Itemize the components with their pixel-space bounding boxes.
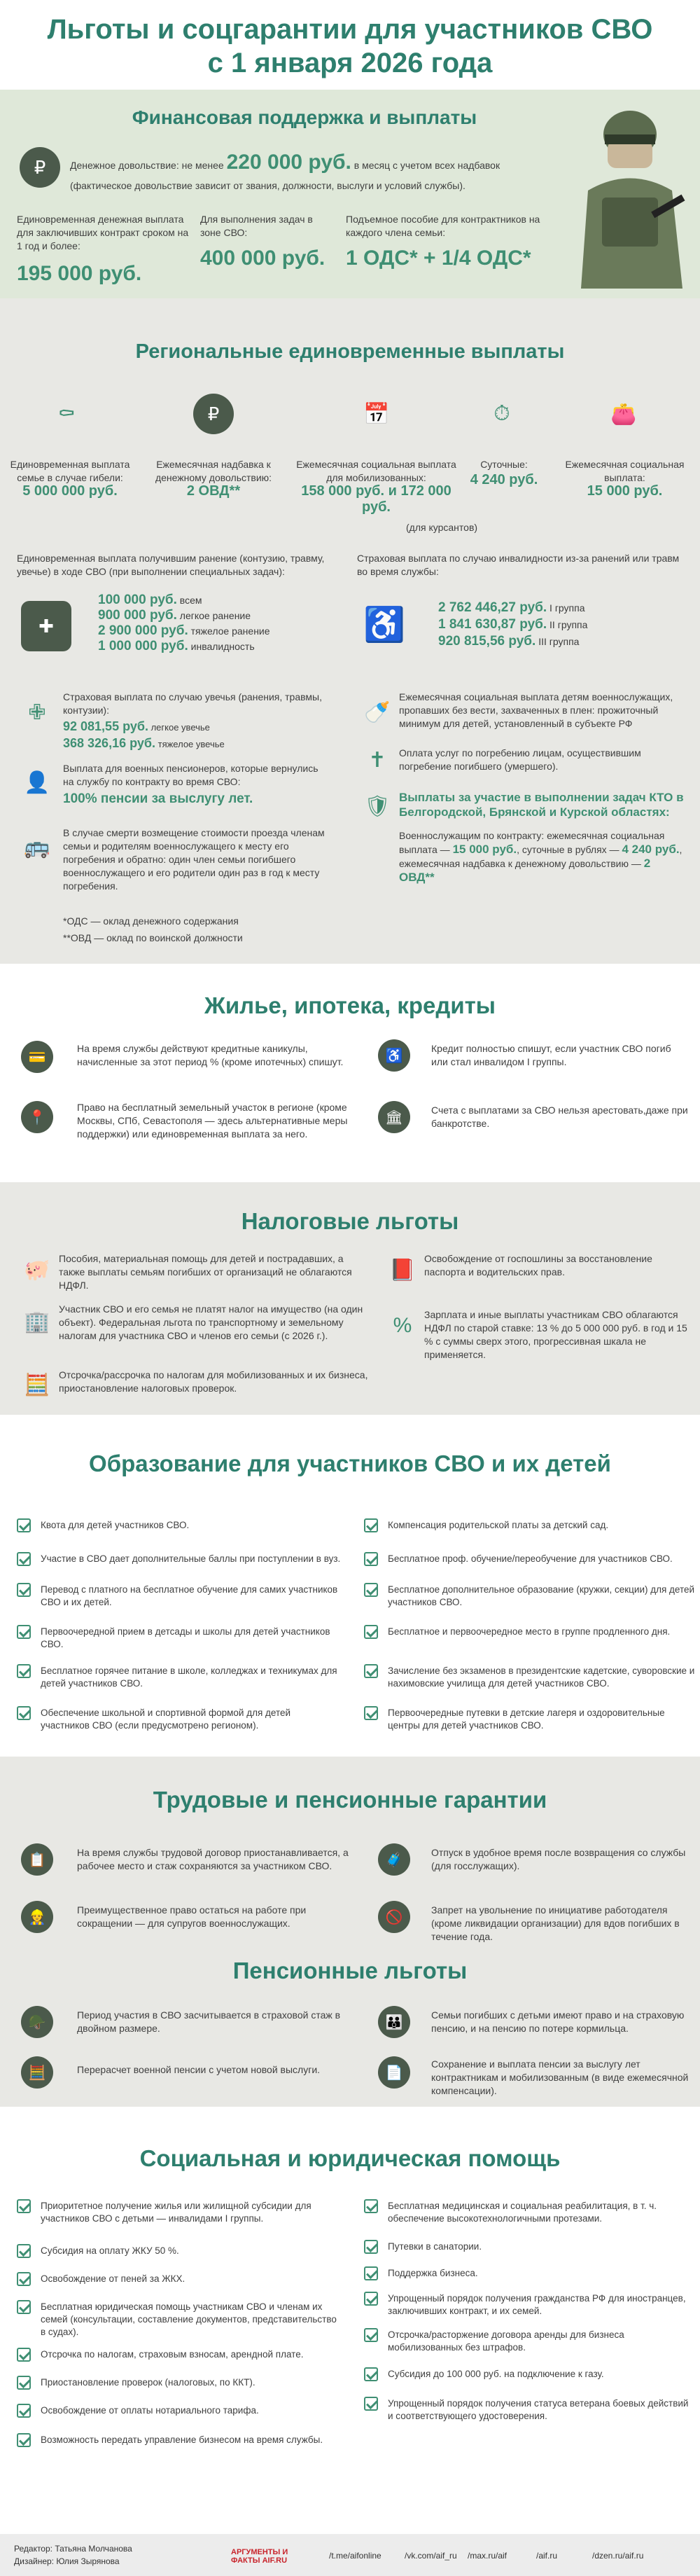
checkbox-icon bbox=[17, 2272, 31, 2286]
contract-icon: 📋 bbox=[21, 1843, 53, 1876]
wallet-icon: 👛 bbox=[610, 402, 637, 426]
medical-cross-icon: ✙ bbox=[28, 700, 46, 724]
tax-item: Зарплата и иные выплаты участникам СВО облагаются НДФЛ по старой ставке: 13 % до 5 000 000 руб. в год и 15 % с суммы сверх этого, прогрессивная шкала не применяется. bbox=[424, 1309, 687, 1360]
checkbox-icon bbox=[364, 1583, 378, 1597]
checklist-item: Освобождение от пеней за ЖКХ. bbox=[41, 2273, 186, 2284]
checkbox-icon bbox=[364, 2397, 378, 2411]
checklist-item: Отсрочка/расторжение договора аренды для бизнеса мобилизованных без штрафов. bbox=[388, 2329, 624, 2353]
checkbox-icon bbox=[17, 2404, 31, 2418]
regional-item-label: Суточные: bbox=[480, 459, 528, 470]
checkbox-icon bbox=[364, 2367, 378, 2381]
housing-item: Кредит полностью спишут, если участник СВО погиб или стал инвалидом I группы. bbox=[431, 1043, 671, 1067]
regional-section bbox=[0, 298, 700, 964]
housing-section bbox=[0, 964, 700, 1182]
checkbox-icon bbox=[17, 2244, 31, 2258]
tax-item: Отсрочка/рассрочка по налогам для мобилизованных и их бизнеса, приостановление налоговых проверок. bbox=[59, 1369, 368, 1394]
checklist-item: Путевки в санатории. bbox=[388, 2241, 482, 2252]
social-link-dzen[interactable]: /dzen.ru/aif.ru bbox=[592, 2551, 644, 2561]
bank-icon: 🏛 bbox=[378, 1101, 410, 1133]
worker-icon: 👷 bbox=[21, 1901, 53, 1933]
checklist-item: Квота для детей участников СВО. bbox=[41, 1520, 190, 1530]
tax-item: Освобождение от госпошлины за восстановление паспорта и водительских прав. bbox=[424, 1253, 652, 1277]
pension-item: Период участия в СВО засчитывается в страховой стаж в двойном размере. bbox=[77, 2009, 341, 2034]
housing-item: На время службы действуют кредитные каникулы, начисленные за этот период % (кроме ипотечных) спишут. bbox=[77, 1043, 344, 1067]
header bbox=[0, 0, 700, 90]
aif-logo: АРГУМЕНТЫ И ФАКТЫ AIF.RU bbox=[231, 2548, 288, 2565]
allowance-prefix: Денежное довольствие: не менее bbox=[70, 160, 224, 171]
checkbox-icon bbox=[364, 1625, 378, 1639]
checkbox-icon bbox=[364, 1664, 378, 1678]
death-travel-text: В случае смерти возмещение стоимости проезда членам семьи и родителям военнослужащего к месту его погребения и обратно: один член семьи погибшего военнослужащего и его родители один раз в год к месту погребения. bbox=[63, 827, 325, 892]
injury-list: 100 000 руб. всем 900 000 руб. легкое ранение 2 900 000 руб. тяжелое ранение 1 000 000 руб. инвалидность bbox=[98, 593, 270, 653]
map-pin-icon: 📍 bbox=[21, 1101, 53, 1133]
clock-icon: ⏱ bbox=[493, 402, 510, 425]
bus-icon: 🚌 bbox=[24, 835, 50, 859]
funeral-text: Оплата услуг по погребению лицам, осуществившим погребение погибшего (умершего). bbox=[399, 747, 641, 772]
checklist-item: Бесплатное дополнительное образование (кружки, секции) для детей участников СВО. bbox=[388, 1584, 695, 1607]
checklist-item: Приоритетное получение жилья или жилищной субсидии для участников СВО с детьми — инвалидами I группы. bbox=[41, 2201, 312, 2224]
checkbox-icon bbox=[17, 2348, 31, 2362]
checklist-item: Перевод с платного на бесплатное обучение для самих участников СВО и их детей. bbox=[41, 1584, 338, 1607]
passport-icon: 📕 bbox=[389, 1258, 416, 1282]
checklist-item: Бесплатная юридическая помощь участникам СВО и членам их семей (консультации, составление документов, представительство в судах). bbox=[41, 2301, 337, 2337]
pension-item: Сохранение и выплата пенсии за выслугу лет контрактникам и мобилизованным (в виде ежемесячной компенсации). bbox=[431, 2058, 689, 2096]
checkbox-icon bbox=[364, 2292, 378, 2306]
tax-section bbox=[0, 1182, 700, 1415]
allowance-value: 220 000 руб. bbox=[226, 151, 351, 174]
checkbox-icon bbox=[364, 2328, 378, 2342]
insurance-list: 92 081,55 руб. легкое увечье 368 326,16 руб. тяжелое увечье bbox=[63, 719, 225, 750]
labor-item: На время службы трудовой договор приостанавливается, а рабочее место и стаж сохраняются за участником СВО. bbox=[77, 1847, 349, 1871]
checkbox-icon bbox=[17, 2300, 31, 2314]
credit-card-icon: 💳 bbox=[21, 1041, 53, 1073]
pension-value: 100% пенсии за выслугу лет. bbox=[63, 791, 253, 806]
labor-title: Трудовые и пенсионные гарантии bbox=[153, 1787, 547, 1813]
finance-section bbox=[0, 90, 700, 298]
pension-item: Семьи погибших с детьми имеют право и на страховую пенсию, и на пенсию по потере кормильца. bbox=[431, 2009, 685, 2034]
kto-title: Выплаты за участие в выполнении задач КТО в Белгородской, Брянской и Курской областях: bbox=[399, 791, 684, 819]
finance-title: Финансовая поддержка и выплаты bbox=[132, 106, 477, 128]
calendar-icon: 📅 bbox=[363, 402, 390, 426]
checkbox-icon bbox=[364, 1518, 378, 1532]
regional-item-note: (для курсантов) bbox=[406, 522, 478, 533]
checklist-item: Бесплатное проф. обучение/переобучение для участников СВО. bbox=[388, 1553, 673, 1564]
coffin-icon: ⚰ bbox=[57, 402, 76, 426]
missing-text: Ежемесячная социальная выплата детям военнослужащих, пропавших без вести, захваченных в плен: прожиточный минимум для детей, установленный в субъекте РФ bbox=[399, 691, 673, 729]
insurance-label: Страховая выплата по случаю увечья (ранения, травмы, контузии): bbox=[63, 691, 322, 716]
checklist-item: Упрощенный порядок получения статуса ветерана боевых действий и соответствующего удостоверения. bbox=[388, 2398, 689, 2421]
wheelchair-icon: ♿ bbox=[378, 1039, 410, 1072]
editor-credit: Редактор: Татьяна Молчанова bbox=[14, 2544, 132, 2554]
tax-item: Участник СВО и его семья не платят налог на имущество (на один объект). Федеральная льгота по транспортному и земельному налогам для участника СВО и членов его семьи (с 2026 г.). bbox=[59, 1303, 363, 1341]
percent-coins-icon: % bbox=[393, 1314, 412, 1337]
checklist-item: Субсидия до 100 000 руб. на подключение к газу. bbox=[388, 2369, 604, 2379]
labor-item: Отпуск в удобное время после возвращения со службы (для госслужащих). bbox=[431, 1847, 686, 1871]
allowance-suffix: в месяц с учетом всех надбавок bbox=[354, 160, 500, 171]
social-link-telegram[interactable]: /t.me/aifonline bbox=[329, 2551, 382, 2561]
regional-item-value: 15 000 руб. bbox=[587, 483, 663, 499]
regional-item-value: 158 000 руб. и 172 000 руб. bbox=[301, 483, 451, 515]
checkbox-icon bbox=[17, 1706, 31, 1720]
checkbox-icon bbox=[364, 2266, 378, 2280]
pension-title: Пенсионные льготы bbox=[232, 1958, 468, 1983]
page-title: Льготы и соцгарантии для участников СВО bbox=[47, 14, 653, 45]
soldier-illustration bbox=[567, 99, 693, 289]
labor-section bbox=[0, 1757, 700, 2107]
housing-item: Право на бесплатный земельный участок в регионе (кроме Москвы, СПб, Севастополя — здесь альтернативные меры поддержки) или единовременная выплата за него. bbox=[77, 1102, 348, 1140]
footer bbox=[0, 2534, 700, 2576]
checkbox-icon bbox=[17, 2199, 31, 2213]
cross-grave-icon: ✝ bbox=[368, 748, 386, 772]
regional-item-label: Ежемесячная социальная выплата для мобилизованных: bbox=[296, 459, 456, 483]
checklist-item: Бесплатное и первоочередное место в группе продленного дня. bbox=[388, 1626, 671, 1637]
no-dismissal-icon: 🚫 bbox=[378, 1901, 410, 1933]
tax-item: Пособия, материальная помощь для детей и пострадавших, а также выплаты семьям погибших от организаций не облагаются НДФЛ. bbox=[59, 1253, 352, 1291]
social-link-aif[interactable]: /aif.ru bbox=[536, 2551, 558, 2561]
regional-item-value: 5 000 000 руб. bbox=[22, 483, 118, 499]
building-icon: 🏢 bbox=[24, 1310, 50, 1334]
checkbox-icon bbox=[17, 1664, 31, 1678]
checklist-item: Бесплатное горячее питание в школе, колледжах и техникумах для детей участников СВО. bbox=[41, 1666, 337, 1689]
labor-item: Запрет на увольнение по инициативе работодателя (кроме ликвидации организации) для вдов погибших в течение года. bbox=[431, 1904, 680, 1942]
checklist-item: Освобождение от оплаты нотариального тарифа. bbox=[41, 2405, 259, 2416]
checkbox-icon bbox=[17, 2376, 31, 2390]
regional-item-value: 2 ОВД** bbox=[186, 483, 241, 499]
wheelchair-icon: ♿ bbox=[363, 606, 405, 644]
checkbox-icon bbox=[17, 1518, 31, 1532]
family-label: Подъемное пособие для контрактников на каждого члена семьи: bbox=[346, 214, 540, 238]
ruble-wallet-icon: ₽ bbox=[20, 147, 60, 188]
shield-icon: 🛡 bbox=[363, 794, 391, 818]
checklist-item: Первоочередной прием в детсады и школы для детей участников СВО. bbox=[41, 1626, 330, 1649]
family-value: 1 ОДС* + 1/4 ОДС* bbox=[346, 247, 531, 270]
education-title: Образование для участников СВО и их детей bbox=[89, 1450, 611, 1476]
one-time-label: Единовременная денежная выплата для заключивших контракт сроком на 1 год и более: bbox=[17, 214, 189, 251]
regional-item-label: Единовременная выплата семье в случае гибели: bbox=[10, 459, 130, 483]
designer-credit: Дизайнер: Юлия Зырянова bbox=[14, 2556, 120, 2566]
checklist-item: Субсидия на оплату ЖКУ 50 %. bbox=[41, 2245, 179, 2256]
regional-item-value: 4 240 руб. bbox=[470, 472, 538, 487]
page-subtitle: с 1 января 2026 года bbox=[207, 48, 493, 78]
checkbox-icon bbox=[364, 1552, 378, 1566]
allowance-note: (фактическое довольствие зависит от звания, должности, выслуги и условий службы). bbox=[70, 180, 465, 191]
checkbox-icon bbox=[364, 2199, 378, 2213]
housing-item: Счета с выплатами за СВО нельзя арестовать,даже при банкротстве. bbox=[431, 1105, 688, 1129]
checkbox-icon bbox=[17, 1583, 31, 1597]
checklist-item: Отсрочка по налогам, страховым взносам, арендной плате. bbox=[41, 2349, 304, 2360]
checklist-item: Компенсация родительской платы за детский сад. bbox=[388, 1520, 609, 1530]
footnote-ovd: **ОВД — оклад по воинской должности bbox=[63, 932, 243, 943]
veteran-icon: 👤 bbox=[24, 770, 50, 794]
regional-title: Региональные единовременные выплаты bbox=[135, 340, 565, 363]
one-time-value: 195 000 руб. bbox=[17, 262, 142, 285]
disability-label: Страховая выплата по случаю инвалидности из-за ранений или травм во время службы: bbox=[357, 553, 680, 577]
footnote-ods: *ОДС — оклад денежного содержания bbox=[63, 915, 239, 927]
housing-title: Жилье, ипотека, кредиты bbox=[204, 992, 496, 1018]
education-section bbox=[0, 1415, 700, 1757]
tax-title: Налоговые льготы bbox=[241, 1208, 459, 1234]
disability-list: 2 762 446,27 руб. I группа 1 841 630,87 руб. II группа 920 815,56 руб. III группа bbox=[438, 600, 588, 649]
checklist-item: Упрощенный порядок получения гражданства РФ для иностранцев, заключивших контракт, и их семей. bbox=[388, 2293, 686, 2316]
social-link-vk[interactable]: /vk.com/aif_ru bbox=[405, 2551, 457, 2561]
soldier-icon: 🪖 bbox=[21, 2006, 53, 2038]
checklist-item: Участие в СВО дает дополнительные баллы при поступлении в вуз. bbox=[41, 1553, 341, 1564]
checkbox-icon bbox=[364, 2240, 378, 2254]
social-title: Социальная и юридическая помощь bbox=[139, 2145, 561, 2171]
first-aid-kit-icon: ✚ bbox=[21, 601, 71, 651]
checkbox-icon bbox=[17, 1625, 31, 1639]
family-icon: 👪 bbox=[378, 2006, 410, 2038]
tasks-label: Для выполнения задач в зоне СВО: bbox=[200, 214, 313, 238]
pension-label: Выплата для военных пенсионеров, которые вернулись на службу по контракту во время СВО: bbox=[63, 763, 318, 787]
baby-bottle-icon: 🍼 bbox=[364, 700, 391, 724]
social-link-max[interactable]: /max.ru/aif bbox=[468, 2551, 507, 2561]
checklist-item: Зачисление без экзаменов в президентские кадетские, суворовские и нахимовские училища для детей участников СВО. bbox=[388, 1666, 695, 1689]
checkbox-icon bbox=[17, 1552, 31, 1566]
regional-item-label: Ежемесячная надбавка к денежному довольствию: bbox=[155, 459, 272, 483]
injury-label: Единовременная выплата получившим ранение (контузию, травму, увечье) в ходе СВО (при выполнении специальных задач): bbox=[17, 553, 325, 577]
document-icon: 📄 bbox=[378, 2056, 410, 2089]
ruble-coin-icon: ₽ bbox=[193, 394, 234, 434]
checklist-item: Обеспечение школьной и спортивной формой для детей участников СВО (если предусмотрено регионом). bbox=[41, 1708, 291, 1731]
social-section bbox=[0, 2107, 700, 2534]
labor-item: Преимущественное право остаться на работе при сокращении — для супругов военнослужащих. bbox=[77, 1904, 307, 1929]
checklist-item: Бесплатная медицинская и социальная реабилитация, в т. ч. обеспечение высокотехнологичными протезами. bbox=[388, 2201, 657, 2224]
calculator-icon: 🧮 bbox=[21, 2056, 53, 2089]
tasks-value: 400 000 руб. bbox=[200, 247, 326, 270]
checkbox-icon bbox=[17, 2433, 31, 2447]
piggy-bank-icon: 🐖 bbox=[24, 1258, 50, 1282]
checkbox-icon bbox=[364, 1706, 378, 1720]
pension-item: Перерасчет военной пенсии с учетом новой выслуги. bbox=[77, 2064, 321, 2075]
checklist-item: Первоочередные путевки в детские лагеря и оздоровительные центры для детей участников СВО. bbox=[388, 1708, 665, 1731]
calculator-icon: 🧮 bbox=[24, 1373, 50, 1397]
suitcase-icon: 🧳 bbox=[378, 1843, 410, 1876]
kto-text: Военнослужащим по контракту: ежемесячная социальная выплата — 15 000 руб., суточные в рублях — 4 240 руб., ежемесячная надбавка к денежному довольствию — 2 ОВД** bbox=[399, 830, 682, 884]
checklist-item: Возможность передать управление бизнесом на время службы. bbox=[41, 2435, 323, 2445]
checklist-item: Приостановление проверок (налоговых, по ККТ). bbox=[41, 2377, 255, 2388]
checklist-item: Поддержка бизнеса. bbox=[388, 2268, 478, 2278]
regional-item-label: Ежемесячная социальная выплата: bbox=[565, 459, 685, 483]
